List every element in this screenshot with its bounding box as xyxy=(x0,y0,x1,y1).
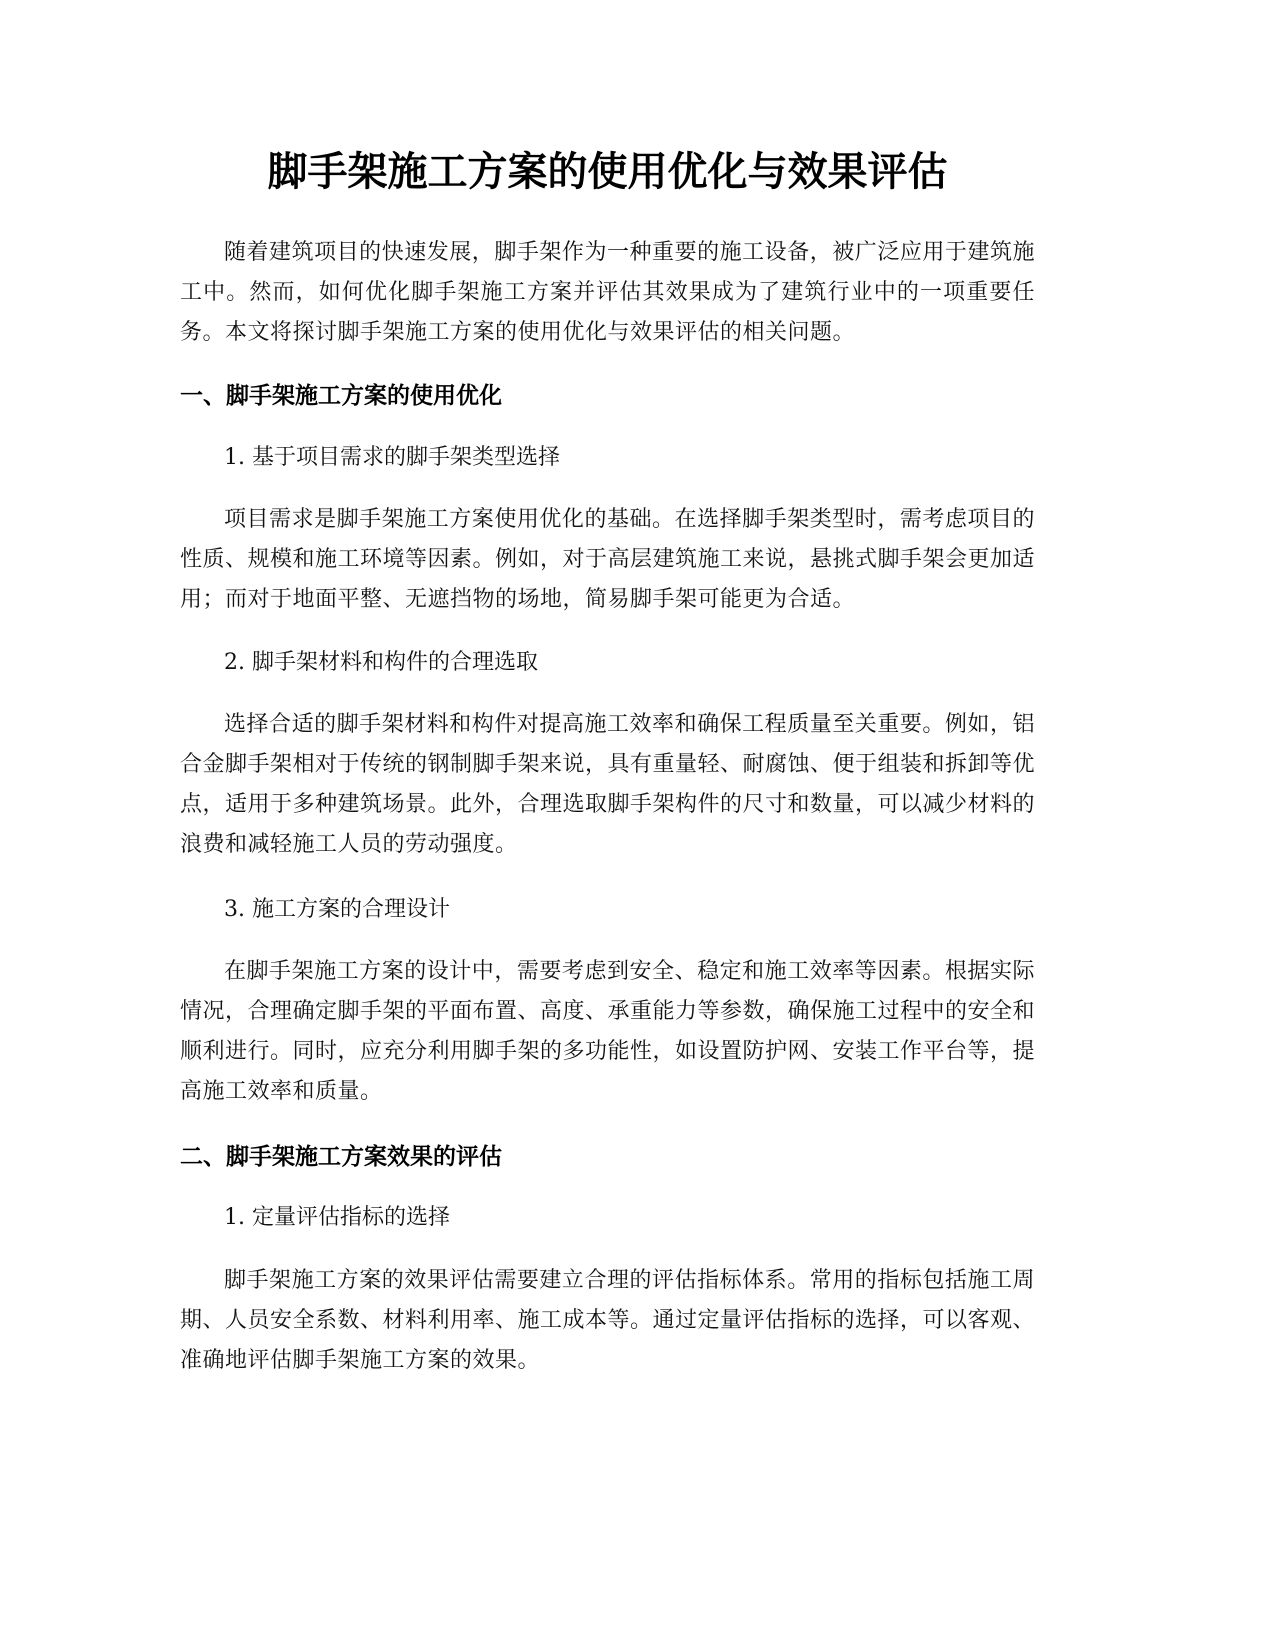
section-2-item-1-body: 脚手架施工方案的效果评估需要建立合理的评估指标体系。常用的指标包括施工周期、人员安全系数、材料利用率、施工成本等。通过定量评估指标的选择，可以客观、准确地评估脚手架施工方案的效果。 xyxy=(180,1268,1036,1373)
section-1-item-2-body: 选择合适的脚手架材料和构件对提高施工效率和确保工程质量至关重要。例如，铝合金脚手架相对于传统的钢制脚手架来说，具有重量轻、耐腐蚀、便于组装和拆卸等优点，适用于多种建筑场景。此外，合理选取脚手架构件的尺寸和数量，可以减少材料的浪费和减轻施工人员的劳动强度。 xyxy=(180,712,1036,857)
section-1-item-2-title: 2. 脚手架材料和构件的合理选取 xyxy=(224,650,538,675)
document-title: 脚手架施工方案的使用优化与效果评估 xyxy=(267,149,948,195)
section-1-item-3-title: 3. 施工方案的合理设计 xyxy=(224,897,450,922)
section-2-heading: 二、脚手架施工方案效果的评估 xyxy=(180,1144,502,1170)
section-2-item-1-title: 1. 定量评估指标的选择 xyxy=(224,1205,450,1230)
intro-paragraph: 随着建筑项目的快速发展，脚手架作为一种重要的施工设备，被广泛应用于建筑施工中。然而，如何优化脚手架施工方案并评估其效果成为了建筑行业中的一项重要任务。本文将探讨脚手架施工方案的使用优化与效果评估的相关问题。 xyxy=(180,240,1035,345)
section-1-heading: 一、脚手架施工方案的使用优化 xyxy=(180,383,502,409)
section-1-item-1-body: 项目需求是脚手架施工方案使用优化的基础。在选择脚手架类型时，需考虑项目的性质、规模和施工环境等因素。例如，对于高层建筑施工来说，悬挑式脚手架会更加适用；而对于地面平整、无遮挡物的场地，简易脚手架可能更为合适。 xyxy=(180,507,1036,612)
section-1-item-3-body: 在脚手架施工方案的设计中，需要考虑到安全、稳定和施工效率等因素。根据实际情况，合理确定脚手架的平面布置、高度、承重能力等参数，确保施工过程中的安全和顺利进行。同时，应充分利用脚手架的多功能性，如设置防护网、安装工作平台等，提高施工效率和质量。 xyxy=(180,959,1036,1104)
section-1-item-1-title: 1. 基于项目需求的脚手架类型选择 xyxy=(224,445,560,470)
